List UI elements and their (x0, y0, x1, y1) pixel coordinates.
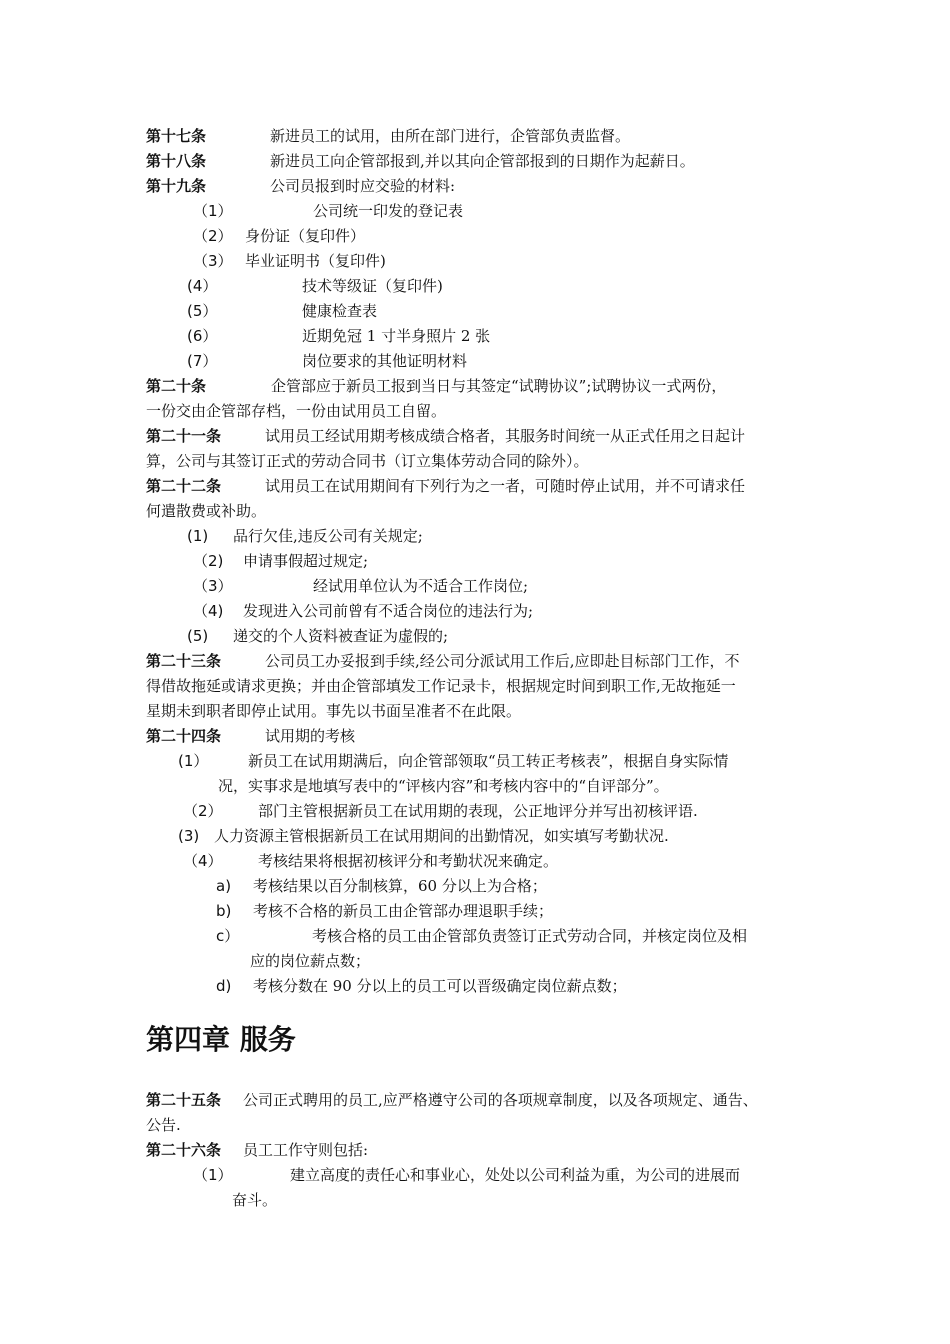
article-label: 第二十条 (146, 377, 207, 395)
list-item: (5) 递交的个人资料被查证为虚假的; (187, 627, 449, 645)
article-20 (146, 374, 726, 399)
article-text: 公司员工办妥报到手续,经公司分派试用工作后,应即赴目标部门工作，不 (265, 652, 740, 670)
list-item-cont: 奋斗。 (232, 1191, 278, 1209)
article-25-cont: 公告. (146, 1116, 181, 1134)
sub-item: a) 考核结果以百分制核算，60 分以上为合格； (216, 877, 547, 895)
list-item: （4) 发现进入公司前曾有不适合岗位的违法行为; (193, 602, 534, 620)
sub-item-cont: 应的岗位薪点数； (250, 952, 371, 970)
article-label: 第十八条 (146, 152, 207, 170)
article-23 (146, 649, 740, 674)
list-item: (1) 品行欠佳,违反公司有关规定; (187, 527, 423, 545)
article-23-cont: 星期未到职者即停止试用。事先以书面呈准者不在此限。 (146, 702, 522, 720)
article-22-cont: 何遣散费或补助。 (146, 502, 267, 520)
article-text: 新进员工向企管部报到,并以其向企管部报到的日期作为起薪日。 (270, 152, 695, 170)
article-label: 第十九条 (146, 177, 207, 195)
article-17 (146, 124, 630, 149)
article-20-cont: 一份交由企管部存档，一份由试用员工自留。 (146, 402, 447, 420)
list-item: （1） 公司统一印发的登记表 (193, 202, 464, 220)
article-text: 公司正式聘用的员工,应严格遵守公司的各项规章制度，以及各项规定、通告、 (243, 1091, 758, 1109)
article-text: 新进员工的试用，由所在部门进行，企管部负责监督。 (270, 127, 631, 145)
list-item: (6） 近期免冠 1 寸半身照片 2 张 (187, 327, 491, 345)
list-item: （2） 身份证（复印件） (193, 227, 366, 245)
list-item: （1） 建立高度的责任心和事业心，处处以公司利益为重，为公司的进展而 (193, 1166, 741, 1184)
article-label: 第二十四条 (146, 727, 222, 745)
list-item: (3) 人力资源主管根据新员工在试用期间的出勤情况，如实填写考勤状况. (178, 827, 669, 845)
list-item: （3） 毕业证明书（复印件) (193, 252, 386, 270)
article-label: 第二十三条 (146, 652, 222, 670)
article-21 (146, 424, 745, 449)
list-item-cont: 况，实事求是地填写表中的“评核内容”和考核内容中的“自评部分”。 (218, 777, 669, 795)
article-text: 试用员工经试用期考核成绩合格者，其服务时间统一从正式任用之日起计 (265, 427, 746, 445)
article-22 (146, 474, 745, 499)
sub-item: c） 考核合格的员工由企管部负责签订正式劳动合同，并核定岗位及相 (216, 927, 748, 945)
list-item: (7） 岗位要求的其他证明材料 (187, 352, 468, 370)
article-21-cont: 算，公司与其签订正式的劳动合同书（订立集体劳动合同的除外）。 (146, 452, 589, 470)
sub-item: b) 考核不合格的新员工由企管部办理退职手续； (216, 902, 554, 920)
article-text: 企管部应于新员工报到当日与其签定“试聘协议”;试聘协议一式两份， (271, 377, 727, 395)
list-item: (5） 健康检查表 (187, 302, 378, 320)
article-text: 员工工作守则包括: (243, 1141, 369, 1159)
article-24 (146, 724, 355, 749)
article-26 (146, 1138, 368, 1163)
list-item: （2） 部门主管根据新员工在试用期的表现，公正地评分并写出初核评语. (183, 802, 698, 820)
article-text: 试用员工在试用期间有下列行为之一者，可随时停止试用，并不可请求任 (265, 477, 746, 495)
list-item: （3） 经试用单位认为不适合工作岗位; (193, 577, 529, 595)
article-label: 第二十二条 (146, 477, 222, 495)
article-23-cont: 得借故拖延或请求更换；并由企管部填发工作记录卡，根据规定时间到职工作,无故拖延一 (146, 677, 736, 695)
article-label: 第二十六条 (146, 1141, 222, 1159)
list-item: （2) 申请事假超过规定; (193, 552, 369, 570)
article-18 (146, 149, 695, 174)
article-label: 第二十五条 (146, 1091, 222, 1109)
article-text: 公司员报到时应交验的材料: (270, 177, 456, 195)
list-item: (4） 技术等级证（复印件) (187, 277, 443, 295)
list-item: （4） 考核结果将根据初核评分和考勤状况来确定。 (183, 852, 559, 870)
list-item: (1） 新员工在试用期满后，向企管部领取“员工转正考核表”，根据自身实际情 (178, 752, 729, 770)
article-19 (146, 174, 455, 199)
article-25 (146, 1088, 758, 1113)
article-text: 试用期的考核 (265, 727, 356, 745)
article-label: 第二十一条 (146, 427, 222, 445)
article-label: 第十七条 (146, 127, 207, 145)
sub-item: d) 考核分数在 90 分以上的员工可以晋级确定岗位薪点数； (216, 977, 627, 995)
chapter-heading: 第四章 服务 (146, 1023, 296, 1056)
